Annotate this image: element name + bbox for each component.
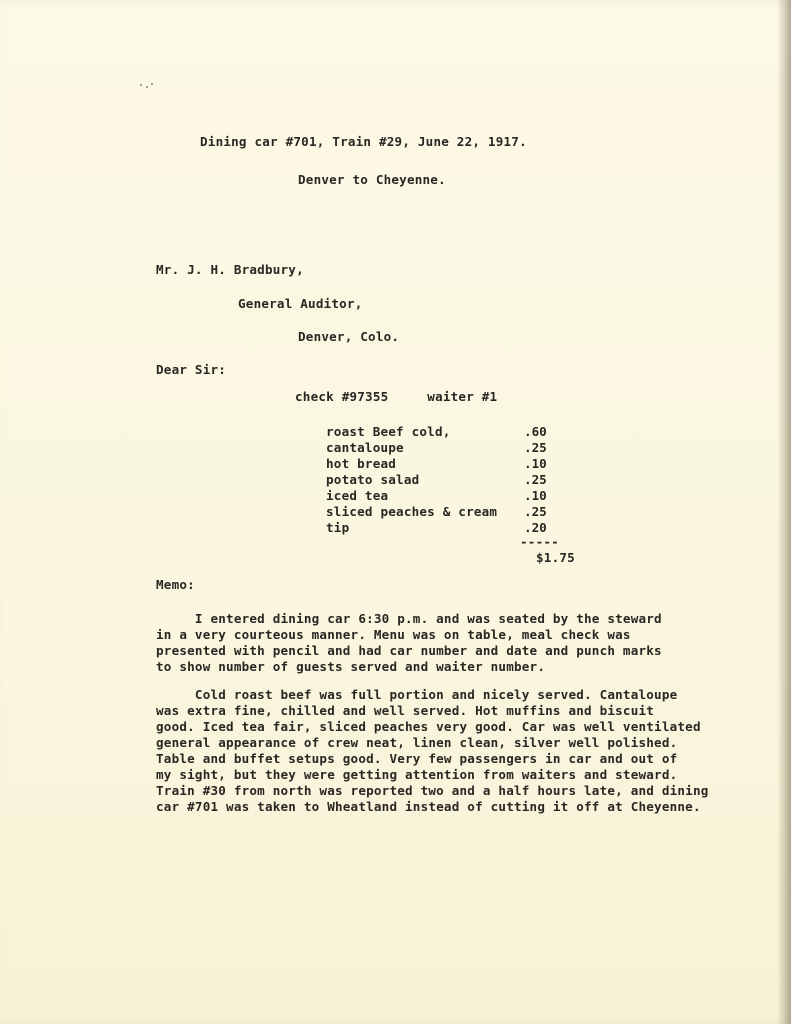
memo-label: Memo:	[156, 577, 195, 592]
header-line-1: Dining car #701, Train #29, June 22, 1917.	[200, 134, 527, 149]
total-amount: $1.75	[536, 550, 575, 565]
item-name: sliced peaches & cream	[326, 504, 498, 519]
check-line: check #97355 waiter #1	[295, 389, 498, 404]
memo-line: general appearance of crew neat, linen clean, silver well polished.	[156, 735, 678, 750]
item-name: cantaloupe	[326, 440, 404, 455]
memo-line: to show number of guests served and waiter number.	[156, 659, 546, 674]
item-price: .10	[524, 456, 547, 471]
item-name: hot bread	[326, 456, 397, 471]
item-name: roast Beef cold,	[326, 424, 451, 439]
memo-line: good. Iced tea fair, sliced peaches very good. Car was well ventilated	[156, 719, 701, 734]
item-name: potato salad	[326, 472, 420, 487]
memo-line: Train #30 from north was reported two and a half hours late, and dining	[156, 783, 709, 798]
memo-line: in a very courteous manner. Menu was on table, meal check was	[156, 627, 631, 642]
memo-line: my sight, but they were getting attention from waiters and steward.	[156, 767, 678, 782]
addressee-title: General Auditor,	[238, 296, 363, 311]
memo-line: car #701 was taken to Wheatland instead of cutting it off at Cheyenne.	[156, 799, 701, 814]
addressee-city: Denver, Colo.	[298, 329, 400, 344]
memo-line: was extra fine, chilled and well served. Hot muffins and biscuit	[156, 703, 655, 718]
salutation: Dear Sir:	[156, 362, 227, 377]
item-price: .60	[524, 424, 547, 439]
paper-specks	[140, 80, 170, 90]
item-price: .25	[524, 472, 547, 487]
item-name: iced tea	[326, 488, 389, 503]
header-line-2: Denver to Cheyenne.	[298, 172, 446, 187]
memo-line: Table and buffet setups good. Very few passengers in car and out of	[156, 751, 678, 766]
memo-line: presented with pencil and had car number and date and punch marks	[156, 643, 662, 658]
memo-line: Cold roast beef was full portion and nicely served. Cantaloupe	[156, 687, 678, 702]
item-price: .20	[524, 520, 547, 535]
item-name: tip	[326, 520, 350, 535]
item-price: .10	[524, 488, 547, 503]
page-edge-shadow	[777, 0, 791, 1024]
addressee-name: Mr. J. H. Bradbury,	[156, 262, 304, 277]
memo-line: I entered dining car 6:30 p.m. and was seated by the steward	[156, 611, 662, 626]
item-price: .25	[524, 504, 547, 519]
total-rule: -----	[520, 534, 559, 549]
item-price: .25	[524, 440, 547, 455]
